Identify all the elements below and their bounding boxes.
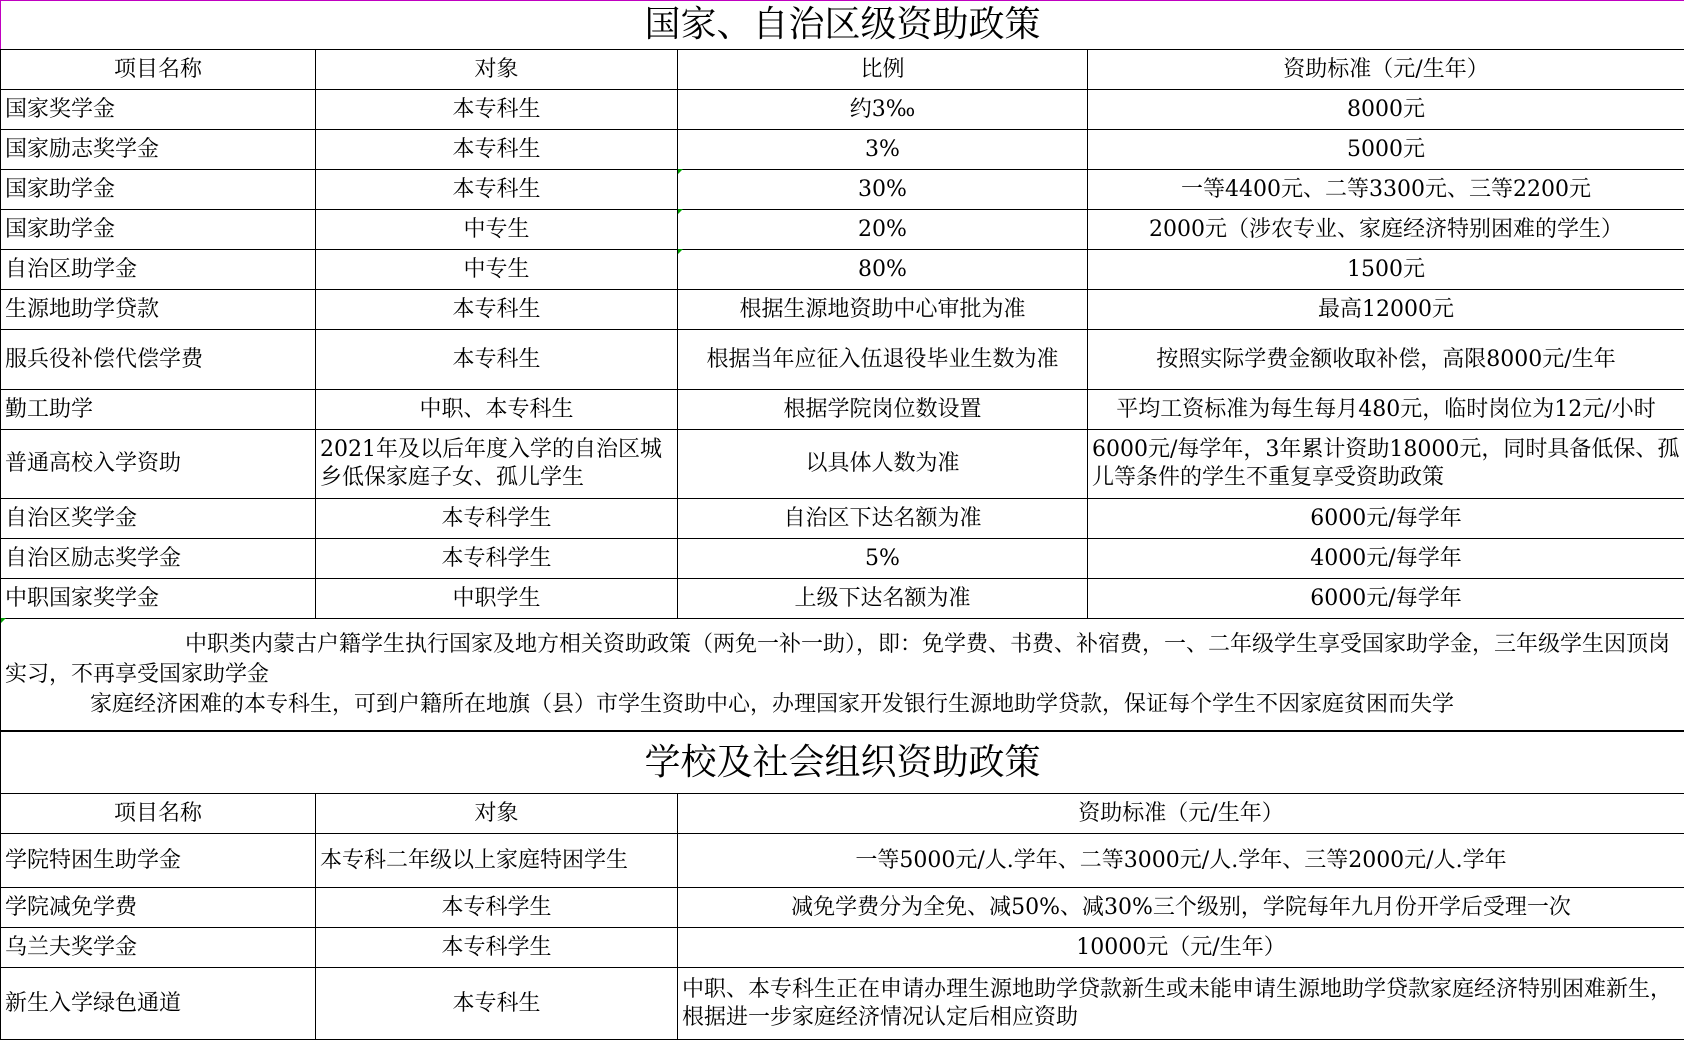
cell-name[interactable]: 普通高校入学资助 xyxy=(1,430,316,499)
table-row xyxy=(1,430,1684,499)
note-secondary-vocational: 中职类内蒙古户籍学生执行国家及地方相关资助政策（两免一补一助），即：免学费、书费、补宿费，一、二年级学生享受国家助学金，三年级学生因顶岗实习，不再享受国家助学金 xyxy=(5,631,1671,687)
table-row xyxy=(1,539,1684,579)
cell-target[interactable]: 本专科学生 xyxy=(316,888,678,928)
cell-target[interactable]: 中专生 xyxy=(316,250,678,290)
cell-name[interactable]: 学院减免学费 xyxy=(1,888,316,928)
table-row xyxy=(1,888,1684,928)
cell-target[interactable]: 本专科生 xyxy=(316,170,678,210)
cell-ratio[interactable]: 3% xyxy=(678,130,1088,170)
cell-target[interactable]: 本专科二年级以上家庭特困学生 xyxy=(316,834,678,888)
cell-ratio[interactable]: 自治区下达名额为准 xyxy=(678,499,1088,539)
cell-target[interactable]: 2021年及以后年度入学的自治区城乡低保家庭子女、孤儿学生 xyxy=(316,430,678,499)
table-row xyxy=(1,290,1684,330)
cell-standard[interactable]: 6000元/每学年 xyxy=(1088,499,1684,539)
cell-target[interactable]: 本专科学生 xyxy=(316,928,678,968)
cell-name[interactable]: 中职国家奖学金 xyxy=(1,579,316,619)
cell-target[interactable]: 本专科学生 xyxy=(316,499,678,539)
cell-target[interactable]: 中职学生 xyxy=(316,579,678,619)
cell-standard[interactable]: 按照实际学费金额收取补偿，高限8000元/生年 xyxy=(1088,330,1684,390)
cell-standard[interactable]: 减免学费分为全免、减50%、减30%三个级别，学院每年九月份开学后受理一次 xyxy=(678,888,1684,928)
header-target[interactable]: 对象 xyxy=(316,794,678,834)
policy-notes[interactable] xyxy=(1,619,1684,731)
table-row xyxy=(1,834,1684,888)
table-row xyxy=(1,330,1684,390)
cell-ratio[interactable]: 5% xyxy=(678,539,1088,579)
cell-name[interactable]: 新生入学绿色通道 xyxy=(1,968,316,1040)
cell-standard[interactable]: 平均工资标准为每生每月480元，临时岗位为12元/小时 xyxy=(1088,390,1684,430)
section1-title[interactable]: 国家、自治区级资助政策 xyxy=(1,1,1684,50)
cell-marker xyxy=(1,618,6,623)
table-row xyxy=(1,90,1684,130)
table-row xyxy=(1,968,1684,1040)
cell-target[interactable]: 本专科生 xyxy=(316,130,678,170)
cell-standard[interactable]: 最高12000元 xyxy=(1088,290,1684,330)
cell-marker xyxy=(678,209,683,214)
cell-name[interactable]: 自治区奖学金 xyxy=(1,499,316,539)
cell-standard[interactable]: 6000元/每学年，3年累计资助18000元，同时具备低保、孤儿等条件的学生不重复享受资助政策 xyxy=(1088,430,1684,499)
cell-standard[interactable]: 一等4400元、二等3300元、三等2200元 xyxy=(1088,170,1684,210)
header-standard[interactable]: 资助标准（元/生年） xyxy=(1088,50,1684,90)
cell-ratio[interactable]: 30% xyxy=(678,170,1088,210)
cell-ratio[interactable]: 根据学院岗位数设置 xyxy=(678,390,1088,430)
cell-target[interactable]: 本专科生 xyxy=(316,330,678,390)
cell-name[interactable]: 勤工助学 xyxy=(1,390,316,430)
cell-standard[interactable]: 6000元/每学年 xyxy=(1088,579,1684,619)
cell-name[interactable]: 服兵役补偿代偿学费 xyxy=(1,330,316,390)
cell-standard[interactable]: 4000元/每学年 xyxy=(1088,539,1684,579)
table-row xyxy=(1,130,1684,170)
header-target[interactable]: 对象 xyxy=(316,50,678,90)
cell-target[interactable]: 中职、本专科生 xyxy=(316,390,678,430)
table-row xyxy=(1,170,1684,210)
header-standard[interactable]: 资助标准（元/生年） xyxy=(678,794,1684,834)
table-row xyxy=(1,579,1684,619)
header-project-name[interactable]: 项目名称 xyxy=(1,50,316,90)
cell-name[interactable]: 国家助学金 xyxy=(1,210,316,250)
note-student-loan: 家庭经济困难的本专科生，可到户籍所在地旗（县）市学生资助中心，办理国家开发银行生源地助学贷款，保证每个学生不因家庭贫困而失学 xyxy=(90,691,1455,717)
table-row xyxy=(1,499,1684,539)
cell-standard[interactable]: 中职、本专科生正在申请办理生源地助学贷款新生或未能申请生源地助学贷款家庭经济特别困难新生，根据进一步家庭经济情况认定后相应资助 xyxy=(678,968,1684,1040)
cell-standard[interactable]: 5000元 xyxy=(1088,130,1684,170)
cell-name[interactable]: 学院特困生助学金 xyxy=(1,834,316,888)
table-row xyxy=(1,210,1684,250)
cell-name[interactable]: 国家奖学金 xyxy=(1,90,316,130)
cell-target[interactable]: 本专科生 xyxy=(316,90,678,130)
cell-target[interactable]: 中专生 xyxy=(316,210,678,250)
section2-title[interactable]: 学校及社会组织资助政策 xyxy=(1,732,1684,794)
cell-target[interactable]: 本专科生 xyxy=(316,968,678,1040)
cell-name[interactable]: 国家励志奖学金 xyxy=(1,130,316,170)
cell-ratio[interactable]: 上级下达名额为准 xyxy=(678,579,1088,619)
table-row xyxy=(1,250,1684,290)
table-row xyxy=(1,390,1684,430)
school-policy-table xyxy=(0,731,1684,1040)
cell-standard[interactable]: 一等5000元/人.学年、二等3000元/人.学年、三等2000元/人.学年 xyxy=(678,834,1684,888)
cell-ratio[interactable]: 约3‰ xyxy=(678,90,1088,130)
cell-standard[interactable]: 1500元 xyxy=(1088,250,1684,290)
cell-name[interactable]: 乌兰夫奖学金 xyxy=(1,928,316,968)
cell-standard[interactable]: 2000元（涉农专业、家庭经济特别困难的学生） xyxy=(1088,210,1684,250)
cell-target[interactable]: 本专科生 xyxy=(316,290,678,330)
cell-name[interactable]: 生源地助学贷款 xyxy=(1,290,316,330)
header-ratio[interactable]: 比例 xyxy=(678,50,1088,90)
cell-name[interactable]: 国家助学金 xyxy=(1,170,316,210)
cell-ratio[interactable]: 以具体人数为准 xyxy=(678,430,1088,499)
cell-name[interactable]: 自治区励志奖学金 xyxy=(1,539,316,579)
header-project-name[interactable]: 项目名称 xyxy=(1,794,316,834)
cell-ratio[interactable]: 根据当年应征入伍退役毕业生数为准 xyxy=(678,330,1088,390)
cell-ratio[interactable]: 20% xyxy=(678,210,1088,250)
table-row xyxy=(1,928,1684,968)
cell-standard[interactable]: 8000元 xyxy=(1088,90,1684,130)
cell-ratio[interactable]: 80% xyxy=(678,250,1088,290)
cell-standard[interactable]: 10000元（元/生年） xyxy=(678,928,1684,968)
cell-marker xyxy=(678,249,683,254)
cell-target[interactable]: 本专科学生 xyxy=(316,539,678,579)
cell-marker xyxy=(678,169,683,174)
cell-name[interactable]: 自治区助学金 xyxy=(1,250,316,290)
cell-ratio[interactable]: 根据生源地资助中心审批为准 xyxy=(678,290,1088,330)
